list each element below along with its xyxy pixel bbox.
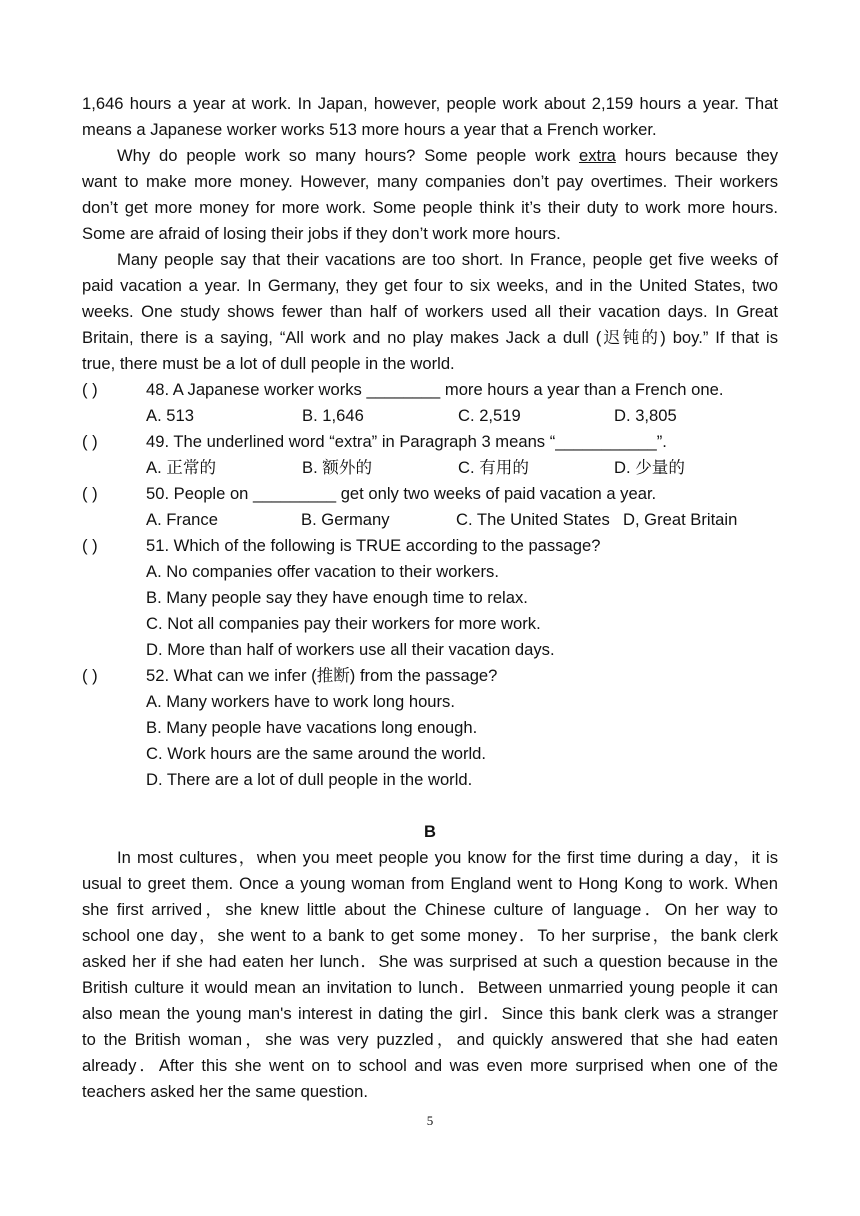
underlined-word: extra bbox=[578, 146, 616, 165]
option: C. 2,519 bbox=[458, 406, 521, 425]
paragraph-line: British culture it would mean an invitation to lunch．Between unmarried young people it can bbox=[82, 978, 778, 997]
option: A. No companies offer vacation to their workers. bbox=[146, 562, 499, 581]
answer-blank[interactable]: ( ) bbox=[82, 666, 98, 685]
option: B. Many people have vacations long enough. bbox=[146, 718, 478, 737]
option: B. 1,646 bbox=[302, 406, 364, 425]
option: B. Many people say they have enough time to relax. bbox=[146, 588, 528, 607]
option: A. 513 bbox=[146, 406, 194, 425]
paragraph-line: to the British woman，she was very puzzled，and quickly answered that she had eaten bbox=[82, 1030, 778, 1049]
paragraph-line: weeks. One study shows fewer than half of workers used all their vacation days. In Great bbox=[82, 302, 778, 321]
question-51 bbox=[82, 533, 778, 559]
page-number: 5 bbox=[426, 1113, 434, 1128]
text-run: hours because they bbox=[615, 146, 778, 165]
option: D. More than half of workers use all their vacation days. bbox=[146, 640, 555, 659]
answer-blank[interactable]: ( ) bbox=[82, 380, 98, 399]
paragraph-line: In most cultures，when you meet people you know for the first time during a day，it is bbox=[117, 848, 778, 867]
option: A. 正常的 bbox=[146, 458, 217, 477]
option: B. Germany bbox=[301, 510, 390, 529]
option: D, Great Britain bbox=[622, 510, 738, 529]
answer-blank[interactable]: ( ) bbox=[82, 536, 98, 555]
paragraph-line: usual to greet them. Once a young woman from England went to Hong Kong to work. When bbox=[82, 874, 778, 893]
paragraph-line: means a Japanese worker works 513 more hours a year that a French worker. bbox=[82, 120, 657, 139]
paragraph-line: school one day，she went to a bank to get some money．To her surprise，the bank clerk bbox=[82, 926, 778, 945]
question-text: 50. People on _________ get only two weeks of paid vacation a year. bbox=[146, 484, 657, 503]
question-50 bbox=[82, 481, 778, 507]
paragraph-line: paid vacation a year. In Germany, they get four to six weeks, and in the United States, two bbox=[82, 276, 778, 295]
question-49 bbox=[82, 429, 778, 455]
option: C. Not all companies pay their workers for more work. bbox=[146, 614, 541, 633]
option: D. 少量的 bbox=[614, 458, 685, 477]
question-text: 48. A Japanese worker works ________ more hours a year than a French one. bbox=[146, 380, 724, 399]
page-content bbox=[82, 91, 778, 1105]
question-text: 49. The underlined word “extra” in Paragraph 3 means “___________”. bbox=[146, 432, 667, 451]
section-heading: B bbox=[424, 822, 436, 841]
paragraph-line: already．After this she went on to school and was even more surprised when one of the bbox=[82, 1056, 778, 1075]
paragraph-line: want to make more money. However, many companies don’t pay overtimes. Their workers bbox=[82, 172, 778, 191]
option: D. There are a lot of dull people in the world. bbox=[146, 770, 473, 789]
options-row bbox=[82, 507, 778, 533]
option: A. France bbox=[146, 510, 218, 529]
question-text: 51. Which of the following is TRUE according to the passage? bbox=[146, 536, 601, 555]
answer-blank[interactable]: ( ) bbox=[82, 432, 98, 451]
paragraph-line: teachers asked her the same question. bbox=[82, 1082, 368, 1101]
question-48 bbox=[82, 377, 778, 403]
option: C. The United States bbox=[456, 510, 610, 529]
option: C. 有用的 bbox=[458, 458, 529, 477]
paragraph-line: Britain, there is a saying, “All work and no play makes Jack a dull (迟钝的) boy.” If that is bbox=[82, 328, 778, 347]
paragraph-line: she first arrived，she knew little about the Chinese culture of language．On her way to bbox=[82, 900, 778, 919]
paragraph-line: also mean the young man's interest in dating the girl．Since this bank clerk was a stranger bbox=[82, 1004, 778, 1023]
question-text: 52. What can we infer (推断) from the passage? bbox=[146, 666, 498, 685]
text-run: Why do people work so many hours? Some people work bbox=[117, 146, 579, 165]
option: C. Work hours are the same around the world. bbox=[146, 744, 487, 763]
paragraph-line: true, there must be a lot of dull people in the world. bbox=[82, 354, 455, 373]
options-row bbox=[82, 403, 778, 429]
option: D. 3,805 bbox=[614, 406, 677, 425]
option: B. 额外的 bbox=[302, 458, 373, 477]
spacer bbox=[82, 793, 778, 819]
option: A. Many workers have to work long hours. bbox=[146, 692, 455, 711]
options-row bbox=[82, 455, 778, 481]
paragraph-line: 1,646 hours a year at work. In Japan, however, people work about 2,159 hours a year. That bbox=[82, 94, 778, 113]
paragraph-line bbox=[82, 143, 778, 169]
paragraph-line: don’t get more money for more work. Some people think it’s their duty to work more hours. bbox=[82, 198, 778, 217]
answer-blank[interactable]: ( ) bbox=[82, 484, 98, 503]
paragraph-line: Some are afraid of losing their jobs if they don’t work more hours. bbox=[82, 224, 561, 243]
paragraph-line: asked her if she had eaten her lunch．She was surprised at such a question because in the bbox=[82, 952, 778, 971]
paragraph-line: Many people say that their vacations are too short. In France, people get five weeks of bbox=[117, 250, 778, 269]
question-52 bbox=[82, 663, 778, 689]
